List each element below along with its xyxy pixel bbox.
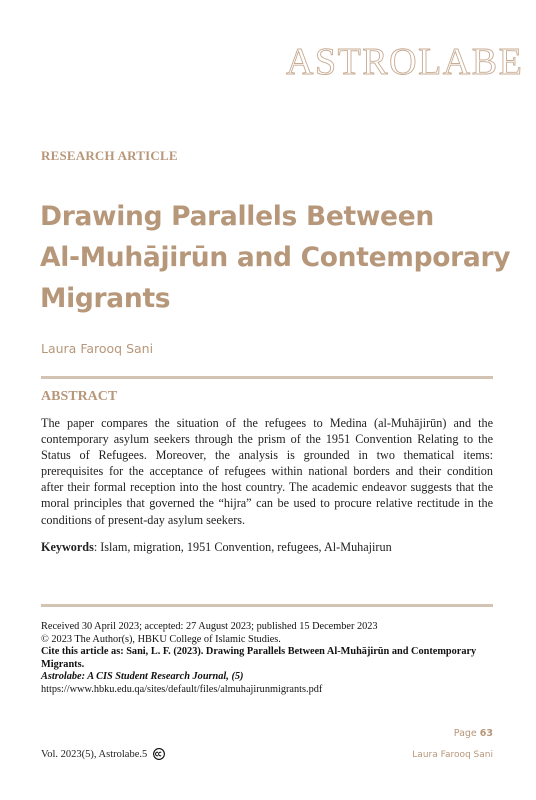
abstract-line: moral principles that governed the “hijra” can be used to procure relative rectitude in the — [41, 496, 493, 511]
volume-text: Vol. 2023(5), Astrolabe.5 — [41, 748, 148, 760]
received-dates: Received 30 April 2023; accepted: 27 August 2023; published 15 December 2023 — [41, 621, 378, 632]
title-line: Al-Muhājirūn and Contemporary — [40, 242, 511, 273]
page-number-value: 63 — [479, 728, 493, 739]
title-line: Drawing Parallels Between — [40, 201, 434, 232]
citation-line: Migrants. — [41, 658, 85, 670]
divider-rule — [41, 376, 493, 379]
volume-info — [41, 748, 165, 760]
keywords-value: : Islam, migration, 1951 Convention, refugees, Al-Muhajirun — [93, 540, 392, 554]
section-label: RESEARCH ARTICLE — [41, 148, 178, 163]
citation-line: Cite this article as: Sani, L. F. (2023). Drawing Parallels Between Al-Muhājirūn and Contemporary — [41, 646, 477, 657]
abstract-line: after their formal reception into the host country. The academic endeavor suggests that the — [41, 480, 493, 495]
abstract-line: conditions of present-day asylum seekers. — [41, 512, 246, 527]
creative-commons-icon — [153, 748, 165, 760]
abstract-line: prerequisites for the acceptance of refugees within national borders and their condition — [41, 464, 493, 479]
keywords — [41, 540, 392, 555]
article-title — [40, 196, 510, 319]
abstract-line: The paper compares the situation of the refugees to Medina (al-Muhājirūn) and the — [41, 416, 493, 430]
article-url[interactable]: https://www.hbku.edu.qa/sites/default/files/almuhajirunmigrants.pdf — [41, 683, 323, 695]
abstract-line: Status of Refugees. Moreover, the analysis is grounded in two thematical items: — [41, 448, 493, 463]
author-name: Laura Farooq Sani — [41, 341, 154, 356]
journal-logo — [286, 38, 524, 83]
keywords-label: Keywords — [41, 540, 94, 554]
astrolabe-logo-icon — [286, 38, 524, 83]
journal-name: Astrolabe: A CIS Student Research Journal, (5) — [41, 671, 244, 682]
copyright-notice: © 2023 The Author(s), HBKU College of Islamic Studies. — [41, 633, 281, 645]
abstract-line: contemporary asylum seekers through the prism of the 1951 Convention Relating to the — [41, 432, 493, 447]
publication-metadata — [41, 621, 496, 696]
page-number — [454, 728, 493, 739]
running-author: Laura Farooq Sani — [412, 750, 493, 760]
title-line: Migrants — [40, 283, 171, 314]
page-label: Page — [453, 728, 477, 739]
divider-rule — [41, 604, 493, 607]
abstract-heading: ABSTRACT — [41, 389, 118, 404]
logo-wordmark: ASTROLABE — [286, 41, 524, 83]
abstract-text — [41, 415, 493, 528]
